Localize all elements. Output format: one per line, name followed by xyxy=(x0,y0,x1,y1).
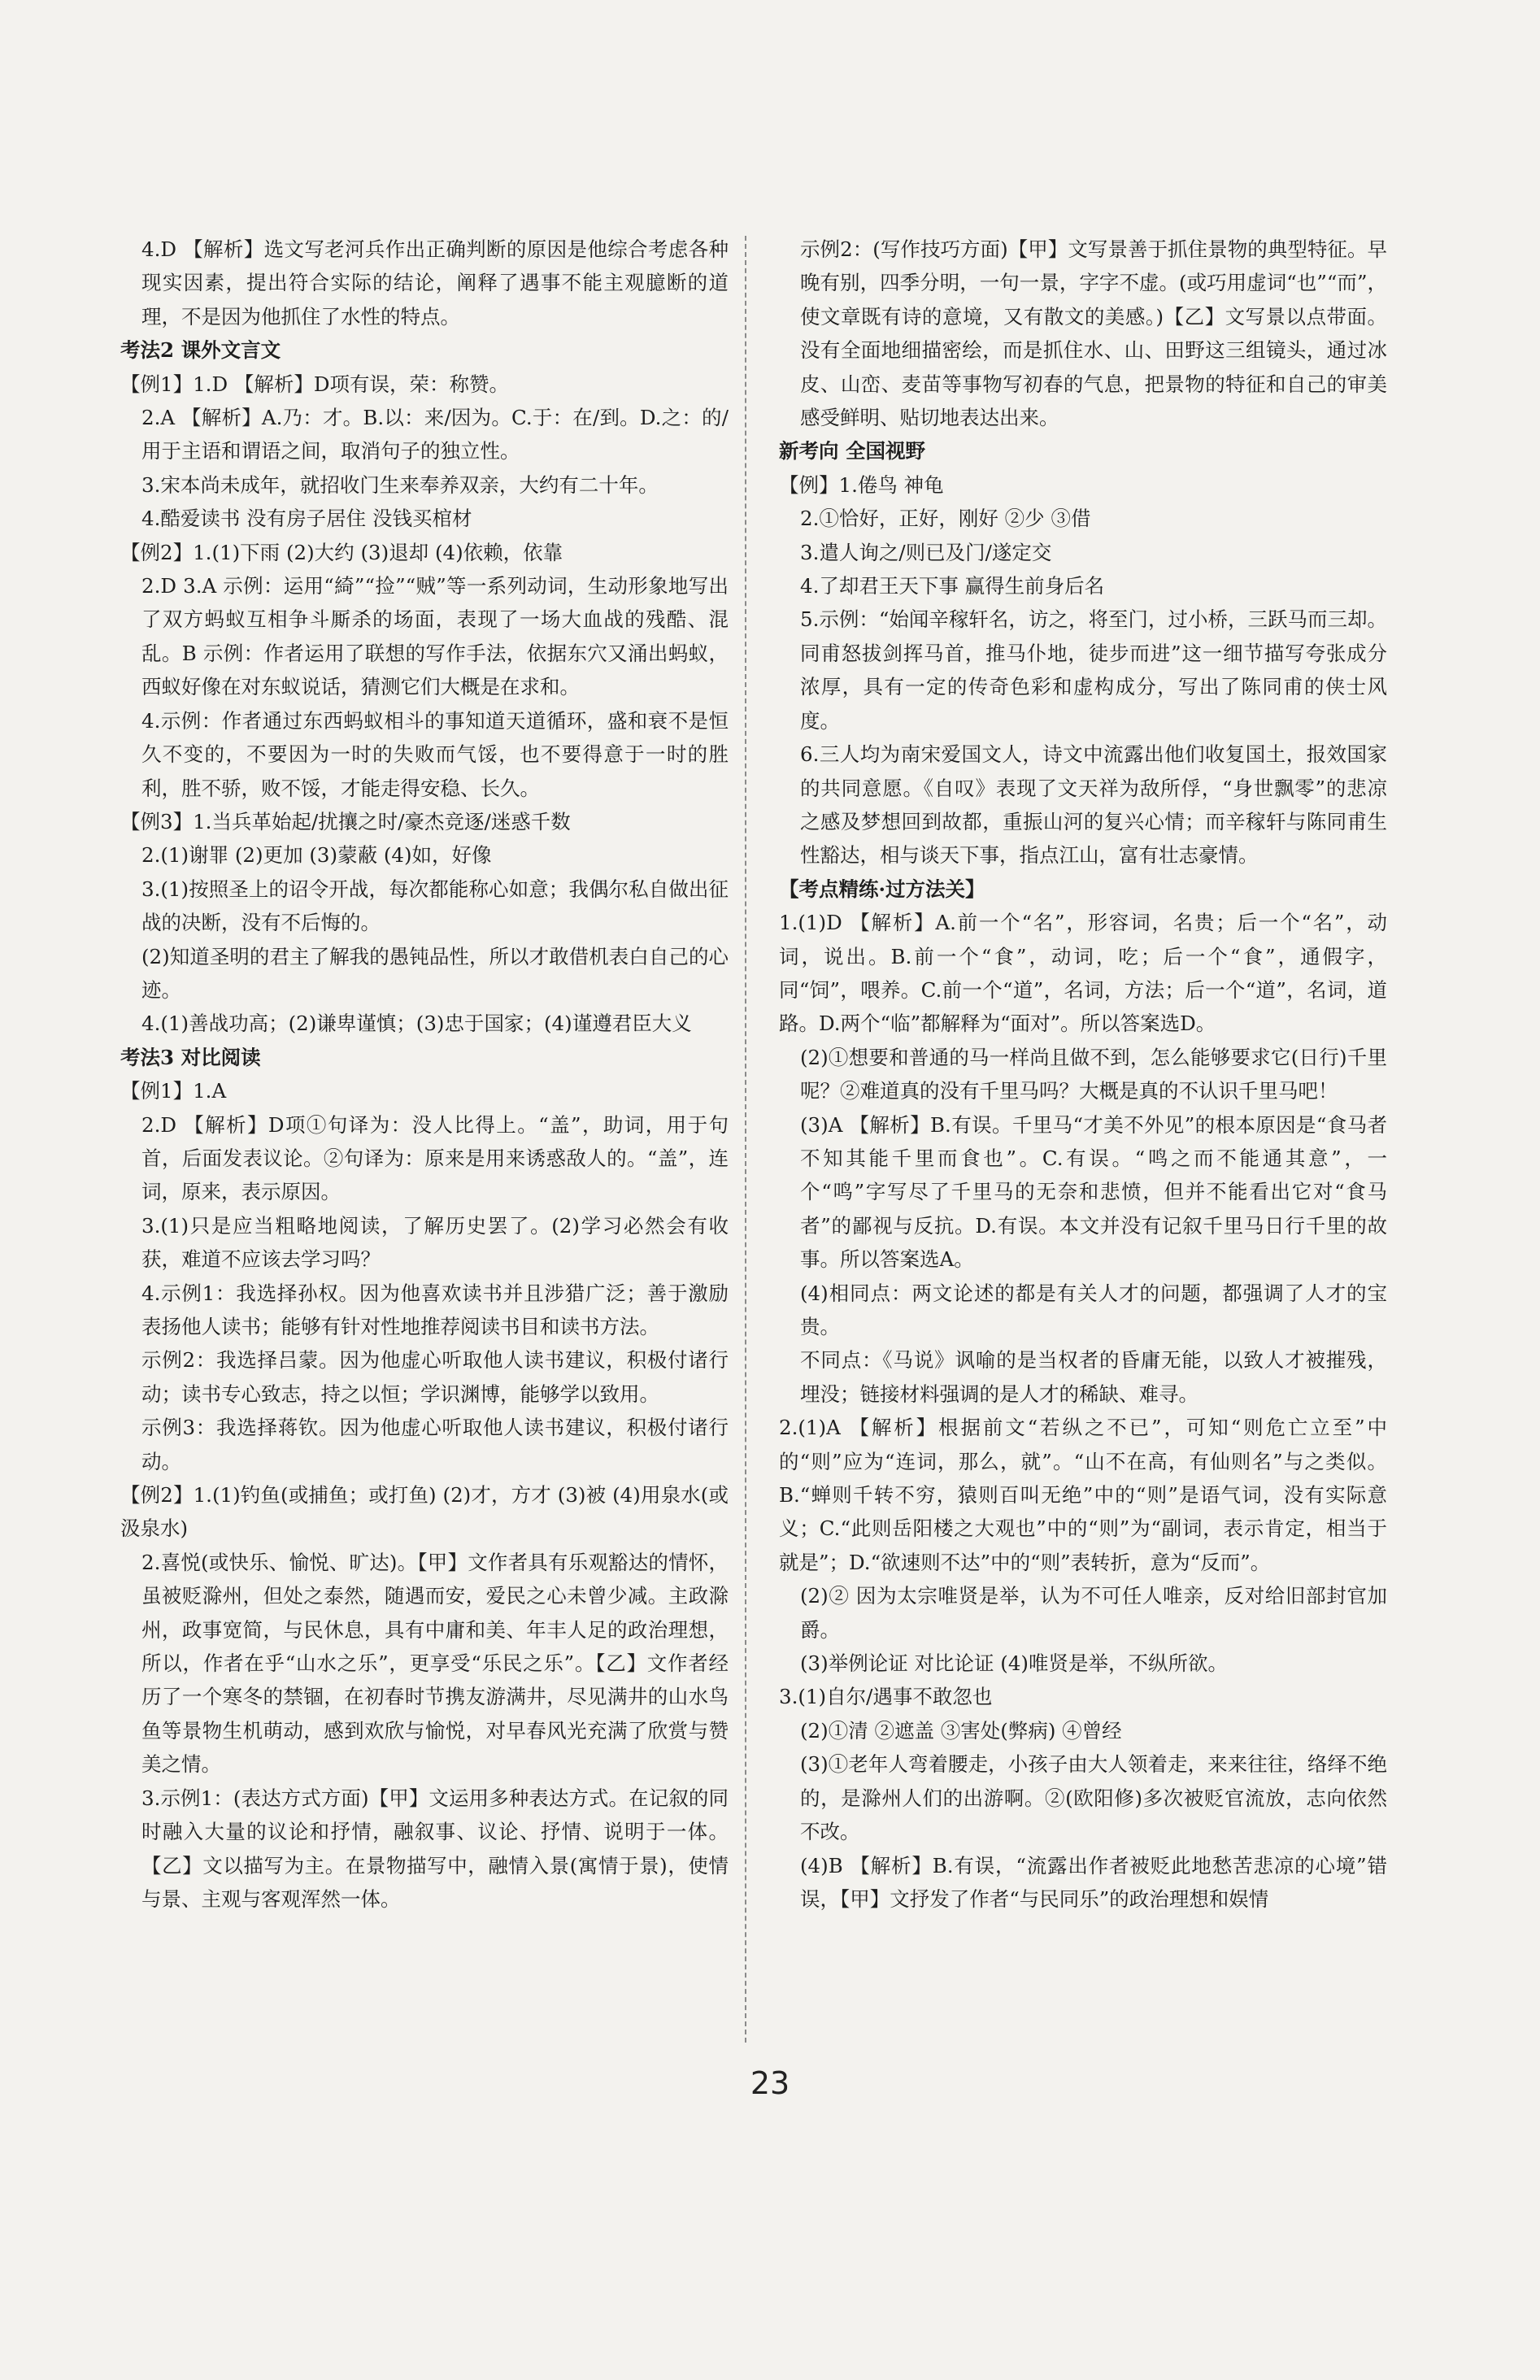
left-column xyxy=(120,233,729,1916)
answer-paragraph: 2.①恰好，正好，刚好 ②少 ③借 xyxy=(800,507,1091,531)
answer-paragraph: 【例3】1.当兵革始起/扰攘之时/豪杰竞逐/迷惑千数 xyxy=(120,809,571,833)
column-divider xyxy=(745,236,746,2043)
answer-paragraph: 示例2：我选择吕蒙。因为他虚心听取他人读书建议，积极付诸行动；读书专心致志，持之以恒；学识渊博，能够学以致用。 xyxy=(141,1348,729,1406)
answer-paragraph: 2.A 【解析】A.乃：才。B.以：来/因为。C.于：在/到。D.之：的/用于主语和谓语之间，取消句子的独立性。 xyxy=(141,406,729,463)
answer-paragraph: 4.示例1：我选择孙权。因为他喜欢读书并且涉猎广泛；善于激励表扬他人读书；能够有针对性地推荐阅读书目和读书方法。 xyxy=(141,1281,729,1338)
right-column xyxy=(779,233,1387,1916)
section-heading: 【考点精练·过方法关】 xyxy=(779,877,985,901)
answer-paragraph: (2)知道圣明的君主了解我的愚钝品性，所以才敢借机表白自己的心迹。 xyxy=(141,944,729,1002)
answer-paragraph: 4.了却君王天下事 赢得生前身后名 xyxy=(800,574,1105,598)
answer-paragraph: 2.D 3.A 示例：运用“綺”“捡”“贼”等一系列动词，生动形象地写出了双方蚂蚁互相争斗厮杀的场面，表现了一场大血战的残酷、混乱。B 示例：作者运用了联想的写作手法，依据东穴又涌出蚂蚁，西蚁好像在对东蚁说话，猜测它们大概是在求和。 xyxy=(141,574,729,699)
answer-paragraph: 【例1】1.A xyxy=(120,1079,227,1103)
answer-paragraph: 【例2】1.(1)钓鱼(或捕鱼；或打鱼) (2)才，方才 (3)被 (4)用泉水(或汲泉水) xyxy=(120,1483,729,1541)
answer-paragraph: 2.喜悦(或快乐、愉悦、旷达)。【甲】文作者具有乐观豁达的情怀，虽被贬滁州，但处之泰然，随遇而安，爱民之心未曾少减。主政滁州，政事宽简，与民休息，具有中庸和美、年丰人足的政治理想，所以，作者在乎“山水之乐”，更享受“乐民之乐”。【乙】文作者经历了一个寒冬的禁锢，在初春时节携友游满井，尽见满井的山水鸟鱼等景物生机萌动，感到欢欣与愉悦，对早春风光充满了欣赏与赞美之情。 xyxy=(141,1550,729,1777)
answer-paragraph: 1.(1)D 【解析】A.前一个“名”，形容词，名贵；后一个“名”，动词，说出。B.前一个“食”，动词，吃；后一个“食”，通假字，同“饲”，喂养。C.前一个“道”，名词，方法；后一个“道”，名词，道路。D.两个“临”都解释为“面对”。所以答案选D。 xyxy=(779,911,1387,1036)
answer-paragraph: 6.三人均为南宋爱国文人，诗文中流露出他们收复国土，报效国家的共同意愿。《自叹》表现了文天祥为敌所俘，“身世飘零”的悲凉之感及梦想回到故都，重振山河的复兴心情；而辛稼轩与陈同甫生性豁达，相与谈天下事，指点江山，富有壮志豪情。 xyxy=(800,742,1387,868)
answer-paragraph: 5.示例：“始闻辛稼轩名，访之，将至门，过小桥，三跃马而三却。同甫怒拔剑挥马首，推马仆地，徒步而进”这一细节描写夸张成分浓厚，具有一定的传奇色彩和虚构成分，写出了陈同甫的侠士风度。 xyxy=(800,607,1387,733)
answer-paragraph: 4.D 【解析】选文写老河兵作出正确判断的原因是他综合考虑各种现实因素，提出符合实际的结论，阐释了遇事不能主观臆断的道理，不是因为他抓住了水性的特点。 xyxy=(141,237,729,329)
answer-paragraph: 3.示例1：(表达方式方面)【甲】文运用多种表达方式。在记叙的同时融入大量的议论和抒情，融叙事、议论、抒情、说明于一体。【乙】文以描写为主。在景物描写中，融情入景(寓情于景)，使情与景、主观与客观浑然一体。 xyxy=(141,1786,729,1911)
answer-paragraph: (4)相同点：两文论述的都是有关人才的问题，都强调了人才的宝贵。 xyxy=(800,1281,1387,1338)
answer-paragraph: 4.酷爱读书 没有房子居住 没钱买棺材 xyxy=(141,507,472,531)
answer-paragraph: 【例】1.倦鸟 神龟 xyxy=(779,472,944,497)
answer-paragraph: (3)A 【解析】B.有误。千里马“才美不外见”的根本原因是“食马者不知其能千里而食也”。C.有误。“鸣之而不能通其意”，一个“鸣”字写尽了千里马的无奈和悲愤，但并不能看出它对“食马者”的鄙视与反抗。D.有误。本文并没有记叙千里马日行千里的故事。所以答案选A。 xyxy=(800,1112,1387,1272)
answer-paragraph: 2.(1)谢罪 (2)更加 (3)蒙蔽 (4)如，好像 xyxy=(141,843,492,868)
section-heading: 新考向 全国视野 xyxy=(779,439,926,463)
answer-paragraph: (3)①老年人弯着腰走，小孩子由大人领着走，来来往往，络绎不绝的，是滁州人们的出游啊。②(欧阳修)多次被贬官流放，志向依然不改。 xyxy=(800,1752,1387,1844)
answer-paragraph: 示例2：(写作技巧方面)【甲】文写景善于抓住景物的典型特征。早晚有别，四季分明，一句一景，字字不虚。(或巧用虚词“也”“而”，使文章既有诗的意境，又有散文的美感。)【乙】文写景以点带面。没有全面地细描密绘，而是抓住水、山、田野这三组镜头，通过冰皮、山峦、麦苗等事物写初春的气息，把景物的特征和自己的审美感受鲜明、贴切地表达出来。 xyxy=(800,237,1387,430)
page-number: 23 xyxy=(750,2065,790,2101)
answer-paragraph: 3.宋本尚未成年，就招收门生来奉养双亲，大约有二十年。 xyxy=(141,472,659,497)
answer-paragraph: (2)② 因为太宗唯贤是举，认为不可任人唯亲，反对给旧部封官加爵。 xyxy=(800,1584,1387,1642)
answer-paragraph: 2.D 【解析】D项①句译为：没人比得上。“盖”，助词，用于句首，后面发表议论。②句译为：原来是用来诱惑敌人的。“盖”，连词，原来，表示原因。 xyxy=(141,1112,729,1204)
answer-paragraph: 4.示例：作者通过东西蚂蚁相斗的事知道天道循环，盛和衰不是恒久不变的，不要因为一时的失败而气馁，也不要得意于一时的胜利，胜不骄，败不馁，才能走得安稳、长久。 xyxy=(141,708,729,800)
answer-paragraph: 不同点：《马说》讽喻的是当权者的昏庸无能，以致人才被摧残，埋没；链接材料强调的是人才的稀缺、难寻。 xyxy=(800,1348,1387,1406)
answer-paragraph: 3.遣人询之/则已及门/遂定交 xyxy=(800,540,1052,564)
answer-paragraph: 3.(1)只是应当粗略地阅读，了解历史罢了。(2)学习必然会有收获，难道不应该去学习吗？ xyxy=(141,1213,729,1272)
answer-paragraph: 2.(1)A 【解析】根据前文“若纵之不已”，可知“则危亡立至”中的“则”应为“连词，那么，就”。“山不在高，有仙则名”与之类似。B.“蝉则千转不穷，猿则百叫无绝”中的“则”是语气词，没有实际意义；C.“此则岳阳楼之大观也”中的“则”为“副词，表示肯定，相当于就是”；D.“欲速则不达”中的“则”表转折，意为“反而”。 xyxy=(779,1416,1387,1574)
answer-paragraph: 4.(1)善战功高；(2)谦卑谨慎；(3)忠于国家；(4)谨遵君臣大义 xyxy=(141,1012,692,1036)
answer-paragraph: (2)①清 ②遮盖 ③害处(弊病) ④曾经 xyxy=(800,1718,1122,1743)
answer-paragraph: 3.(1)按照圣上的诏令开战，每次都能称心如意；我偶尔私自做出征战的决断，没有不后悔的。 xyxy=(141,877,729,935)
section-heading: 考法2 课外文言文 xyxy=(120,338,281,363)
answer-paragraph: 3.(1)自尔/遇事不敢忽也 xyxy=(779,1685,993,1709)
answer-paragraph: (3)举例论证 对比论证 (4)唯贤是举，不纵所欲。 xyxy=(800,1651,1228,1676)
answer-paragraph: (2)①想要和普通的马一样尚且做不到，怎么能够要求它(日行)千里呢？②难道真的没有千里马吗？大概是真的不认识千里马吧！ xyxy=(800,1045,1387,1103)
answer-paragraph: 示例3：我选择蒋钦。因为他虚心听取他人读书建议，积极付诸行动。 xyxy=(141,1416,729,1473)
section-heading: 考法3 对比阅读 xyxy=(120,1045,261,1069)
answer-paragraph: 【例2】1.(1)下雨 (2)大约 (3)退却 (4)依赖，依靠 xyxy=(120,540,563,564)
answer-paragraph: 【例1】1.D 【解析】D项有误，荣：称赞。 xyxy=(120,372,510,396)
answer-paragraph: (4)B 【解析】B.有误，“流露出作者被贬此地愁苦悲凉的心境”错误，【甲】文抒发了作者“与民同乐”的政治理想和娱情 xyxy=(800,1853,1387,1911)
